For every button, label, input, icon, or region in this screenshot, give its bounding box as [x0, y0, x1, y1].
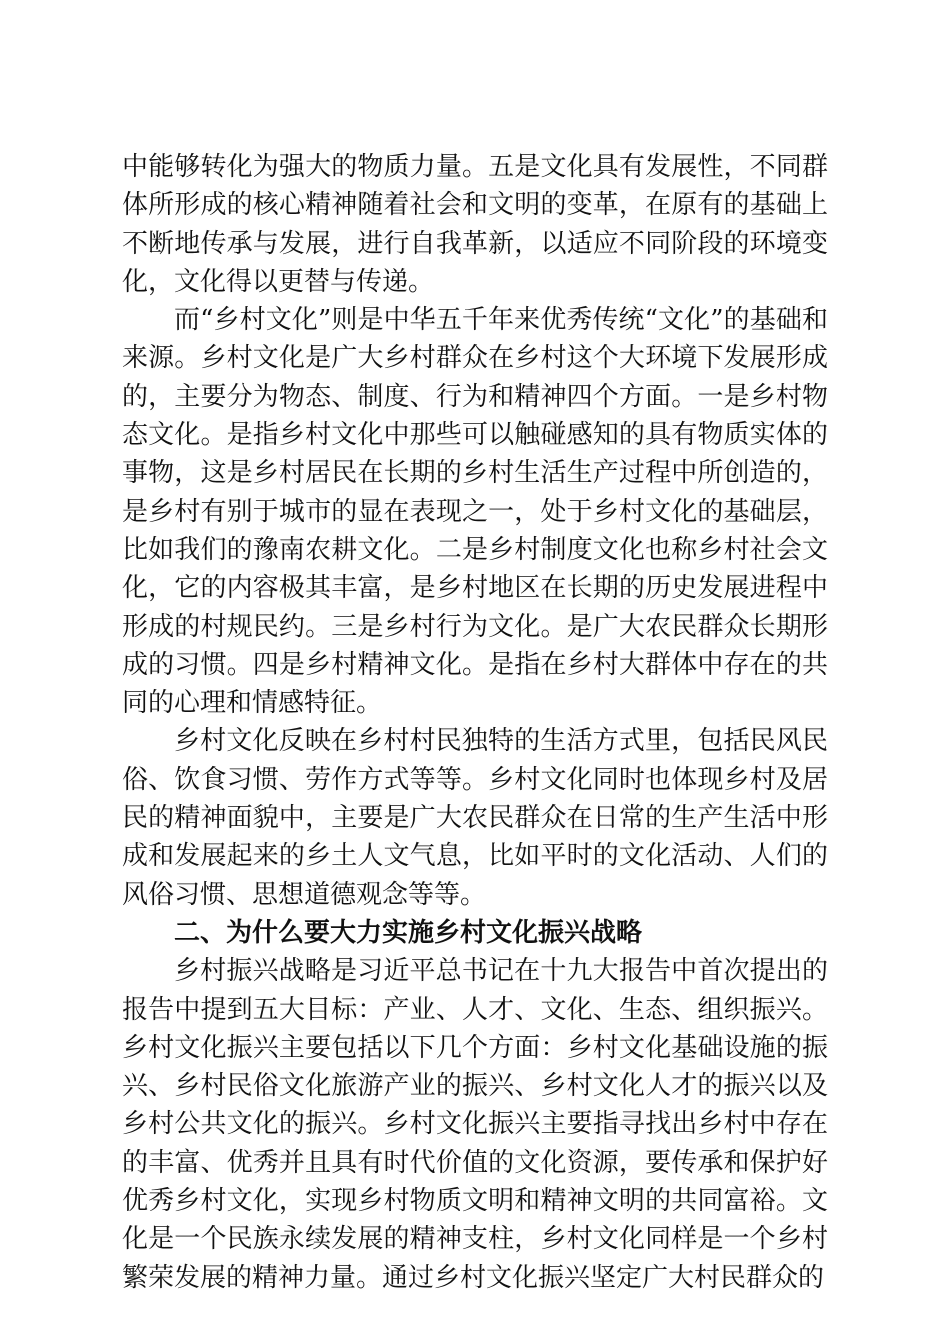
- section-heading: 二、为什么要大力实施乡村文化振兴战略: [174, 917, 643, 948]
- paragraph-revitalization-strategy: 乡村振兴战略是习近平总书记在十九大报告中首次提出的报告中提到五大目标：产业、人才、文化、生态、组织振兴。乡村文化振兴主要包括以下几个方面：乡村文化基础设施的振兴、乡村民俗文化旅游产业的振兴、乡村文化人才的振兴以及乡村公共文化的振兴。乡村文化振兴主要指寻找出乡村中存在的丰富、优秀并且具有时代价值的文化资源，要传承和保护好优秀乡村文化，实现乡村物质文明和精神文明的共同富裕。文化是一个民族永续发展的精神支柱，乡村文化同样是一个乡村繁荣发展的精神力量。通过乡村文化振兴坚定广大村民群众的: [122, 956, 828, 1293]
- document-page: [122, 148, 828, 1297]
- paragraph-continuation: 中能够转化为强大的物质力量。五是文化具有发展性，不同群体所形成的核心精神随着社会和文明的变革，在原有的基础上不断地传承与发展，进行自我革新，以适应不同阶段的环境变化，文化得以更替与传递。: [122, 152, 828, 297]
- paragraph-rural-culture-lifestyle: 乡村文化反映在乡村村民独特的生活方式里，包括民风民俗、饮食习惯、劳作方式等等。乡村文化同时也体现乡村及居民的精神面貌中，主要是广大农民群众在日常的生产生活中形成和发展起来的乡土人文气息，比如平时的文化活动、人们的风俗习惯、思想道德观念等等。: [122, 726, 828, 910]
- paragraph-rural-culture-definition: 而“乡村文化”则是中华五千年来优秀传统“文化”的基础和来源。乡村文化是广大乡村群众在乡村这个大环境下发展形成的，主要分为物态、制度、行为和精神四个方面。一是乡村物态文化。是指乡村文化中那些可以触碰感知的具有物质实体的事物，这是乡村居民在长期的乡村生活生产过程中所创造的，是乡村有别于城市的显在表现之一，处于乡村文化的基础层，比如我们的豫南农耕文化。二是乡村制度文化也称乡村社会文化，它的内容极其丰富，是乡村地区在长期的历史发展进程中形成的村规民约。三是乡村行为文化。是广大农民群众长期形成的习惯。四是乡村精神文化。是指在乡村大群体中存在的共同的心理和情感特征。: [122, 305, 828, 719]
